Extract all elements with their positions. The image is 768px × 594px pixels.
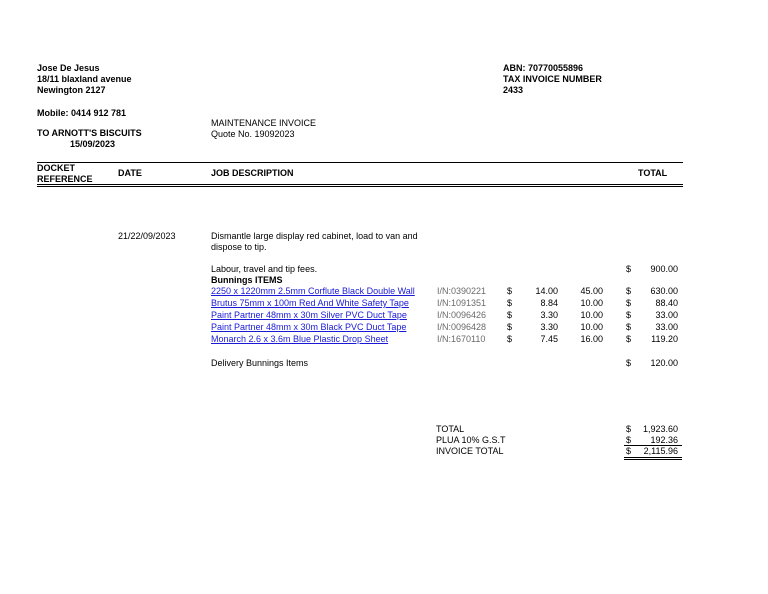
recipient-date: 15/09/2023	[70, 139, 116, 149]
item-description[interactable]: 2250 x 1220mm 2.5mm Corflute Black Double Wall	[211, 286, 415, 296]
sender-address-line1: 18/11 blaxland avenue	[37, 74, 132, 84]
item-price: 3.30	[540, 322, 558, 332]
summary-total-currency: $	[626, 424, 632, 434]
delivery-desc: Delivery Bunnings Items	[211, 358, 309, 368]
summary-gst-label: PLUA 10% G.S.T	[436, 435, 506, 445]
header-top-rule	[37, 162, 683, 163]
item-code: I/N:1670110	[437, 334, 486, 344]
item-total: 33.00	[655, 322, 678, 332]
sender-name: Jose De Jesus	[37, 63, 100, 73]
item-description[interactable]: Monarch 2.6 x 3.6m Blue Plastic Drop Sheet	[211, 334, 389, 344]
item-quantity: 10.00	[580, 298, 603, 308]
labour-currency: $	[626, 264, 632, 274]
summary-rule-bottom-2	[624, 459, 682, 460]
item-description[interactable]: Paint Partner 48mm x 30m Silver PVC Duct Tape	[211, 310, 407, 320]
item-code: I/N:0096428	[437, 322, 487, 332]
item-price: 8.84	[540, 298, 558, 308]
item-total: 119.20	[651, 334, 678, 344]
item-price: 14.00	[535, 286, 558, 296]
item-price-currency: $	[507, 310, 513, 320]
item-description[interactable]: Paint Partner 48mm x 30m Black PVC Duct Tape	[211, 322, 407, 332]
job-desc-line2: dispose to tip.	[211, 242, 267, 252]
header-bottom-rule-1	[37, 184, 683, 185]
item-code: I/N:0096426	[437, 310, 487, 320]
item-price-currency: $	[507, 322, 513, 332]
item-price-currency: $	[507, 286, 513, 296]
item-total-currency: $	[626, 298, 632, 308]
abn: ABN: 70770055896	[503, 63, 584, 73]
item-quantity: 10.00	[580, 310, 603, 320]
item-total: 630.00	[650, 286, 678, 296]
col-docket-line1: DOCKET	[37, 163, 75, 173]
item-description[interactable]: Brutus 75mm x 100m Red And White Safety Tape	[211, 298, 409, 308]
recipient-name: TO ARNOTT'S BISCUITS	[37, 128, 142, 138]
item-code: I/N:0390221	[437, 286, 487, 296]
bunnings-heading: Bunnings ITEMS	[211, 275, 283, 285]
summary-invoice-label: INVOICE TOTAL	[436, 446, 504, 456]
item-total-currency: $	[626, 310, 632, 320]
sender-mobile: Mobile: 0414 912 781	[37, 108, 127, 118]
job-desc-line1: Dismantle large display red cabinet, load to van and	[211, 231, 418, 241]
col-docket-line2: REFERENCE	[37, 174, 93, 184]
item-total-currency: $	[626, 286, 632, 296]
delivery-currency: $	[626, 358, 632, 368]
summary-invoice-value: 2,115.96	[643, 446, 678, 456]
item-code: I/N:1091351	[437, 298, 487, 308]
header-bottom-rule-2	[37, 186, 683, 187]
col-job-description: JOB DESCRIPTION	[211, 168, 294, 178]
item-price: 7.45	[540, 334, 558, 344]
item-total-currency: $	[626, 334, 632, 344]
summary-rule-bottom-1	[624, 457, 682, 458]
item-total: 33.00	[655, 310, 678, 320]
summary-gst-currency: $	[626, 435, 632, 445]
item-total: 88.40	[655, 298, 678, 308]
summary-total-label: TOTAL	[436, 424, 465, 434]
labour-total: 900.00	[650, 264, 678, 274]
item-price: 3.30	[540, 310, 558, 320]
item-total-currency: $	[626, 322, 632, 332]
summary-total-value: 1,923.60	[642, 424, 678, 434]
item-price-currency: $	[507, 298, 513, 308]
sender-address-line2: Newington 2127	[37, 85, 106, 95]
summary-gst-value: 192.36	[650, 435, 678, 445]
summary-invoice-currency: $	[626, 446, 632, 456]
col-total: TOTAL	[638, 168, 668, 178]
item-quantity: 10.00	[580, 322, 603, 332]
invoice-title: MAINTENANCE INVOICE	[211, 118, 317, 128]
job-date: 21/22/09/2023	[118, 231, 176, 241]
item-quantity: 45.00	[580, 286, 603, 296]
labour-desc: Labour, travel and tip fees.	[211, 264, 318, 274]
col-date: DATE	[118, 168, 142, 178]
item-price-currency: $	[507, 334, 513, 344]
item-quantity: 16.00	[580, 334, 603, 344]
tax-invoice-number: 2433	[503, 85, 524, 95]
delivery-total: 120.00	[650, 358, 678, 368]
quote-number: Quote No. 19092023	[211, 129, 295, 139]
tax-invoice-label: TAX INVOICE NUMBER	[503, 74, 602, 84]
